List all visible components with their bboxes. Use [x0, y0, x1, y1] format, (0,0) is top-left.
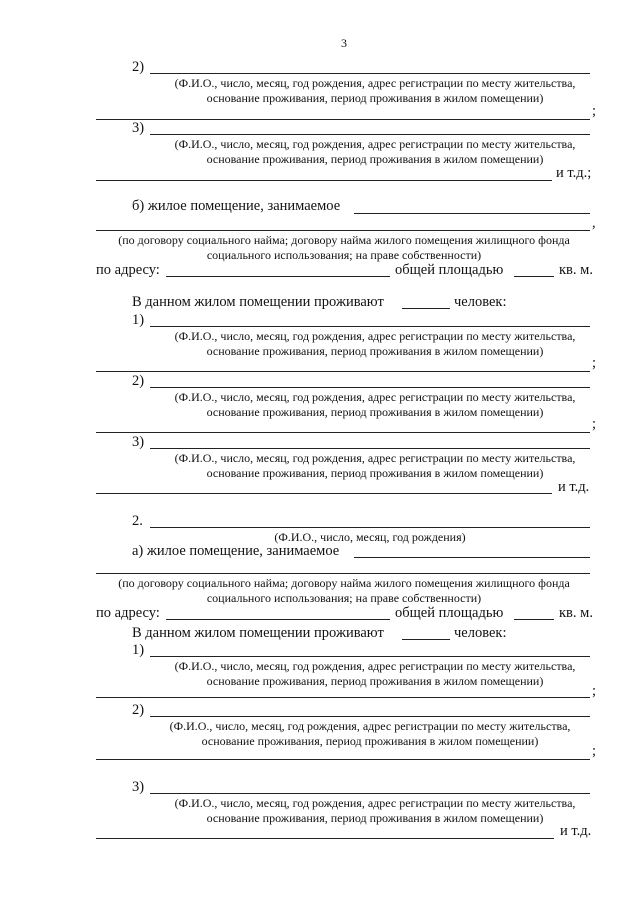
fill-line — [514, 619, 554, 620]
hint-person-line2: основание проживания, период проживания в жилом помещении) — [206, 674, 544, 688]
hint-person-line1: (Ф.И.О., число, месяц, год рождения, адрес регистрации по месту жительства, — [174, 796, 576, 810]
fill-line — [150, 326, 590, 327]
fill-line — [150, 527, 590, 528]
fill-line — [150, 716, 590, 717]
fill-line — [354, 557, 590, 558]
area-unit: кв. м. — [559, 605, 593, 621]
fill-line — [96, 697, 590, 698]
entry-number: 1) — [132, 312, 145, 328]
fill-line — [150, 793, 590, 794]
address-label: по адресу: — [96, 605, 160, 621]
hint-fio-short: (Ф.И.О., число, месяц, год рождения) — [274, 530, 466, 544]
fill-line — [150, 134, 590, 135]
residents-label: В данном жилом помещении проживают — [132, 625, 384, 641]
semicolon: ; — [592, 743, 597, 759]
hint-person-line2: основание проживания, период проживания в жилом помещении) — [206, 152, 544, 166]
fill-line — [150, 656, 590, 657]
hint-person-line2: основание проживания, период проживания в жилом помещении) — [206, 405, 544, 419]
entry-number: 3) — [132, 434, 145, 450]
hint-person-line1: (Ф.И.О., число, месяц, год рождения, адрес регистрации по месту жительства, — [174, 137, 576, 151]
hint-person-line1: (Ф.И.О., число, месяц, год рождения, адрес регистрации по месту жительства, — [174, 390, 576, 404]
residents-suffix: человек: — [454, 625, 507, 641]
fill-line — [150, 387, 590, 388]
etc-text: и т.д. — [560, 823, 592, 839]
fill-line — [96, 573, 590, 574]
fill-line — [96, 371, 590, 372]
entry-number: 2) — [132, 702, 145, 718]
address-label: по адресу: — [96, 262, 160, 278]
entry-number: 3) — [132, 779, 145, 795]
semicolon: ; — [592, 103, 597, 119]
hint-person-line1: (Ф.И.О., число, месяц, год рождения, адрес регистрации по месту жительства, — [174, 76, 576, 90]
semicolon: ; — [592, 355, 597, 371]
dwelling-label: а) жилое помещение, занимаемое — [132, 543, 340, 559]
hint-person-line2: основание проживания, период проживания в жилом помещении) — [206, 91, 544, 105]
hint-person-line1: (Ф.И.О., число, месяц, год рождения, адрес регистрации по месту жительства, — [169, 719, 571, 733]
fill-line — [402, 308, 450, 309]
hint-person-line1: (Ф.И.О., число, месяц, год рождения, адрес регистрации по месту жительства, — [174, 329, 576, 343]
hint-person-line1: (Ф.И.О., число, месяц, год рождения, адрес регистрации по месту жительства, — [174, 451, 576, 465]
fill-line — [96, 432, 590, 433]
fill-line — [96, 230, 590, 231]
fill-line — [96, 119, 590, 120]
fill-line — [96, 759, 590, 760]
fill-line — [150, 73, 590, 74]
dwelling-label: б) жилое помещение, занимаемое — [132, 198, 341, 214]
entry-number: 3) — [132, 120, 145, 136]
fill-line — [150, 448, 590, 449]
hint-tenure-line2: социального использования; на праве собственности) — [206, 591, 482, 605]
etc-text: и т.д. — [558, 479, 590, 495]
fill-line — [166, 276, 390, 277]
area-label: общей площадью — [395, 262, 504, 278]
entry-number: 1) — [132, 642, 145, 658]
entry-number: 2) — [132, 373, 145, 389]
residents-suffix: человек: — [454, 294, 507, 310]
fill-line — [514, 276, 554, 277]
hint-tenure-line1: (по договору социального найма; договору найма жилого помещения жилищного фонда — [118, 233, 570, 247]
etc-text: и т.д.; — [556, 165, 592, 181]
fill-line — [354, 213, 590, 214]
entry-number: 2) — [132, 59, 145, 75]
semicolon: ; — [592, 683, 597, 699]
hint-person-line2: основание проживания, период проживания в жилом помещении) — [206, 811, 544, 825]
fill-line — [96, 838, 554, 839]
fill-line — [96, 493, 552, 494]
page-number: 3 — [341, 36, 347, 50]
hint-tenure-line2: социального использования; на праве собственности) — [206, 248, 482, 262]
comma: , — [592, 215, 596, 231]
hint-tenure-line1: (по договору социального найма; договору найма жилого помещения жилищного фонда — [118, 576, 570, 590]
hint-person-line2: основание проживания, период проживания в жилом помещении) — [206, 466, 544, 480]
area-label: общей площадью — [395, 605, 504, 621]
area-unit: кв. м. — [559, 262, 593, 278]
semicolon: ; — [592, 416, 597, 432]
hint-person-line2: основание проживания, период проживания в жилом помещении) — [201, 734, 539, 748]
fill-line — [166, 619, 390, 620]
fill-line — [402, 639, 450, 640]
hint-person-line1: (Ф.И.О., число, месяц, год рождения, адрес регистрации по месту жительства, — [174, 659, 576, 673]
hint-person-line2: основание проживания, период проживания в жилом помещении) — [206, 344, 544, 358]
residents-label: В данном жилом помещении проживают — [132, 294, 384, 310]
fill-line — [96, 180, 552, 181]
section-number: 2. — [132, 513, 143, 529]
